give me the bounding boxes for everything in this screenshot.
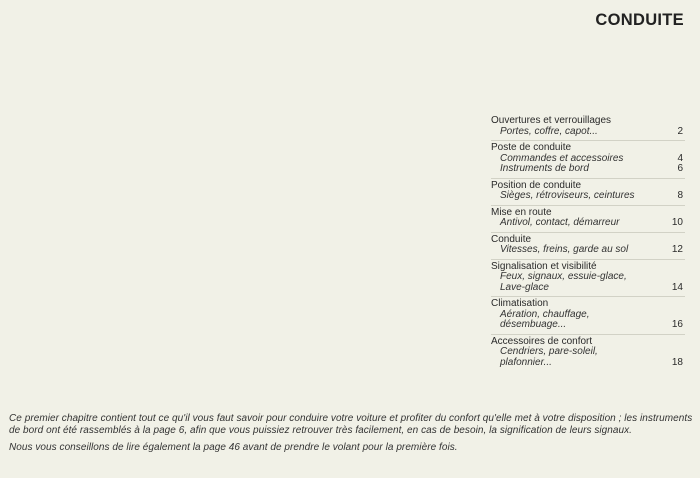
toc-section-title: Climatisation bbox=[491, 298, 549, 309]
toc-section bbox=[491, 232, 685, 259]
toc-page-number: 14 bbox=[671, 281, 683, 293]
toc-entry-text: Feux, signaux, essuie-glace, bbox=[500, 271, 627, 282]
toc-page-number: 16 bbox=[671, 319, 683, 330]
toc-section-title: Mise en route bbox=[491, 206, 552, 218]
toc-page-number: 18 bbox=[671, 356, 683, 368]
toc-entry bbox=[491, 164, 685, 175]
toc-entry-text: Cendriers, pare-soleil, bbox=[500, 346, 598, 357]
toc-page-number: 6 bbox=[677, 163, 683, 174]
toc-entry-text: Aération, chauffage, bbox=[500, 308, 590, 320]
toc-entry-text: désembuage... bbox=[500, 319, 567, 330]
toc-section bbox=[491, 205, 685, 232]
intro-paragraph: Ce premier chapitre contient tout ce qu'il vous faut savoir pour conduire votre voiture et profiter du confort qu'elle met à votre disposition ; les instruments de bord ont été rassemblés à la page 6, afin que vous puissiez retrouver très facilement, en cas de besoin, la signification de leurs signaux. bbox=[9, 413, 693, 436]
toc-section bbox=[491, 259, 685, 297]
toc-section bbox=[491, 296, 685, 334]
toc-entry bbox=[491, 310, 685, 331]
toc-entry-text: Sièges, rétroviseurs, ceintures bbox=[500, 190, 635, 201]
table-of-contents bbox=[491, 114, 685, 371]
toc-section-title: Ouvertures et verrouillages bbox=[491, 115, 612, 126]
toc-section-title: Signalisation et visibilité bbox=[491, 260, 597, 272]
toc-section-title: Conduite bbox=[491, 233, 532, 245]
toc-entry-text: Vitesses, freins, garde au sol bbox=[500, 244, 629, 255]
toc-entry-text: plafonnier... bbox=[500, 356, 552, 368]
intro-text bbox=[9, 413, 693, 454]
toc-page-number: 4 bbox=[677, 152, 683, 164]
toc-page-number: 10 bbox=[671, 217, 683, 228]
toc-section bbox=[491, 114, 685, 140]
toc-page-number: 2 bbox=[677, 125, 683, 137]
toc-entry bbox=[491, 218, 685, 229]
toc-page-number: 8 bbox=[677, 190, 683, 201]
toc-entry bbox=[491, 272, 685, 293]
toc-entry bbox=[491, 127, 685, 138]
toc-entry bbox=[491, 191, 685, 202]
toc-entry-text: Lave-glace bbox=[500, 281, 549, 293]
toc-section-title: Accessoires de confort bbox=[491, 335, 593, 347]
toc-section bbox=[491, 140, 685, 178]
intro-paragraph: Nous vous conseillons de lire également la page 46 avant de prendre le volant pour la première fois. bbox=[9, 442, 458, 453]
toc-entry bbox=[491, 245, 685, 256]
toc-section bbox=[491, 178, 685, 205]
toc-entry-text: Commandes et accessoires bbox=[500, 152, 624, 164]
page-title: CONDUITE bbox=[595, 11, 684, 29]
toc-entry-text: Instruments de bord bbox=[500, 163, 589, 174]
toc-page-number: 12 bbox=[671, 244, 683, 255]
toc-section bbox=[491, 334, 685, 372]
toc-section-title: Position de conduite bbox=[491, 179, 582, 191]
toc-entry-text: Antivol, contact, démarreur bbox=[500, 217, 620, 228]
toc-section-title: Poste de conduite bbox=[491, 142, 572, 153]
toc-entry bbox=[491, 347, 685, 368]
toc-entry-text: Portes, coffre, capot... bbox=[500, 125, 598, 137]
